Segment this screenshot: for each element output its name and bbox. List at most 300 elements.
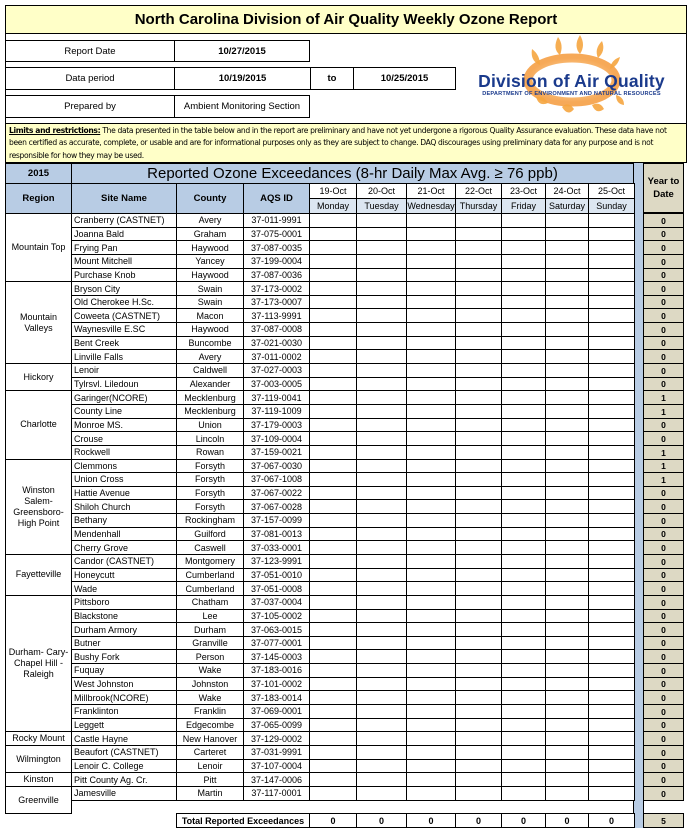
exceedance-cell — [545, 486, 589, 501]
exceedance-cell — [406, 772, 456, 787]
exceedance-cell — [545, 540, 589, 555]
site-name: Hattie Avenue — [71, 486, 177, 501]
ytd-value: 0 — [643, 649, 684, 664]
region-name: Mountain Valleys — [19, 311, 58, 333]
exceedance-cell — [309, 377, 357, 392]
table-heading — [71, 163, 634, 184]
total-day-value: 0 — [455, 813, 502, 828]
exceedance-cell — [501, 718, 546, 733]
region-name: Wilmington — [16, 753, 61, 764]
ytd-value: 0 — [643, 745, 684, 760]
county: Lincoln — [176, 431, 244, 446]
exceedance-cell — [309, 431, 357, 446]
ytd-value: 0 — [643, 227, 684, 242]
ytd-value: 0 — [643, 772, 684, 787]
county: Person — [176, 649, 244, 664]
exceedance-cell — [309, 322, 357, 337]
exceedance-cell — [455, 499, 502, 514]
exceedance-cell — [455, 609, 502, 624]
site-name: Joanna Bald — [71, 227, 177, 242]
aqs-id: 37-159-0021 — [243, 445, 310, 460]
region-name: Greenville — [18, 794, 59, 805]
year-label: 2015 — [5, 163, 72, 184]
county: Montgomery — [176, 554, 244, 569]
county: Mecklenburg — [176, 390, 244, 405]
exceedance-cell — [545, 227, 589, 242]
site-name: Durham Armory — [71, 622, 177, 637]
ytd-value: 0 — [643, 595, 684, 610]
aqs-id: 37-051-0008 — [243, 581, 310, 596]
exceedance-cell — [501, 568, 546, 583]
exceedance-cell — [406, 718, 456, 733]
exceedance-cell — [356, 240, 407, 255]
ytd-value: 0 — [643, 322, 684, 337]
ytd-value: 0 — [643, 486, 684, 501]
aqs-id: 37-027-0003 — [243, 363, 310, 378]
exceedance-cell — [406, 499, 456, 514]
exceedance-cell — [309, 227, 357, 242]
county: Forsyth — [176, 472, 244, 487]
exceedance-cell — [406, 690, 456, 705]
exceedance-cell — [501, 268, 546, 283]
region-cell — [5, 595, 72, 732]
exceedance-cell — [356, 677, 407, 692]
county: Pitt — [176, 772, 244, 787]
exceedance-cell — [455, 418, 502, 433]
ytd-value: 0 — [643, 336, 684, 351]
exceedance-cell — [309, 636, 357, 651]
exceedance-cell — [588, 745, 635, 760]
exceedance-cell — [356, 568, 407, 583]
exceedance-cell — [455, 459, 502, 474]
exceedance-cell — [309, 281, 357, 296]
exceedance-cell — [588, 336, 635, 351]
ytd-value: 0 — [643, 690, 684, 705]
exceedance-cell — [501, 445, 546, 460]
site-name: Old Cherokee H.Sc. — [71, 295, 177, 310]
exceedance-cell — [309, 418, 357, 433]
exceedance-cell — [545, 308, 589, 323]
day-name-header: Thursday — [455, 198, 502, 214]
exceedance-cell — [356, 609, 407, 624]
exceedance-cell — [455, 636, 502, 651]
exceedance-cell — [545, 595, 589, 610]
county: Carteret — [176, 745, 244, 760]
exceedance-cell — [588, 349, 635, 364]
site-name: Clemmons — [71, 459, 177, 474]
ytd-value: 0 — [643, 308, 684, 323]
aqs-id: 37-065-0099 — [243, 718, 310, 733]
county: Macon — [176, 308, 244, 323]
exceedance-cell — [588, 677, 635, 692]
exceedance-cell — [455, 718, 502, 733]
exceedance-cell — [501, 377, 546, 392]
ytd-value: 0 — [643, 677, 684, 692]
day-date-header: 22-Oct — [455, 183, 502, 199]
exceedance-cell — [406, 404, 456, 419]
period-to-label: to — [310, 67, 354, 90]
exceedance-cell — [356, 322, 407, 337]
exceedance-cell — [545, 759, 589, 774]
exceedance-cell — [406, 745, 456, 760]
site-name: Bushy Fork — [71, 649, 177, 664]
exceedance-cell — [545, 677, 589, 692]
region-name: Fayetteville — [15, 569, 62, 580]
ytd-value: 0 — [643, 499, 684, 514]
exceedance-cell — [455, 254, 502, 269]
exceedance-cell — [455, 540, 502, 555]
exceedance-cell — [406, 595, 456, 610]
exceedance-cell — [406, 554, 456, 569]
exceedance-cell — [309, 759, 357, 774]
exceedance-cell — [501, 281, 546, 296]
day-date-header: 21-Oct — [406, 183, 456, 199]
ytd-value: 1 — [643, 404, 684, 419]
exceedance-cell — [545, 390, 589, 405]
exceedance-cell — [588, 690, 635, 705]
exceedance-cell — [545, 268, 589, 283]
exceedance-cell — [545, 690, 589, 705]
exceedance-cell — [501, 704, 546, 719]
ytd-value: 0 — [643, 704, 684, 719]
exceedance-cell — [356, 390, 407, 405]
exceedance-cell — [406, 281, 456, 296]
exceedance-cell — [501, 690, 546, 705]
ytd-value: 1 — [643, 472, 684, 487]
logo-subtitle: DEPARTMENT OF ENVIRONMENT AND NATURAL RESOURCES — [482, 91, 661, 97]
ytd-value: 1 — [643, 459, 684, 474]
exceedance-cell — [406, 349, 456, 364]
region-name: Rocky Mount — [12, 733, 65, 744]
region-cell — [5, 390, 72, 459]
exceedance-cell — [406, 322, 456, 337]
exceedance-cell — [309, 295, 357, 310]
exceedance-cell — [309, 786, 357, 801]
period-end-value: 10/25/2015 — [353, 67, 456, 90]
exceedance-cell — [545, 527, 589, 542]
exceedance-cell — [356, 622, 407, 637]
col-header-region: Region — [5, 183, 72, 214]
aqs-id: 37-119-0041 — [243, 390, 310, 405]
site-name: Monroe MS. — [71, 418, 177, 433]
exceedance-cell — [406, 568, 456, 583]
county: Wake — [176, 663, 244, 678]
prepared-by-label: Prepared by — [5, 95, 175, 118]
daq-logo — [457, 34, 686, 122]
exceedance-cell — [455, 704, 502, 719]
ytd-header — [643, 163, 684, 213]
exceedance-cell — [309, 649, 357, 664]
total-day-value: 0 — [545, 813, 589, 828]
exceedance-cell — [588, 308, 635, 323]
exceedance-cell — [455, 677, 502, 692]
site-name: Leggett — [71, 718, 177, 733]
exceedance-cell — [356, 731, 407, 746]
site-name: West Johnston — [71, 677, 177, 692]
exceedance-cell — [309, 540, 357, 555]
exceedance-cell — [501, 581, 546, 596]
exceedance-cell — [356, 786, 407, 801]
county: Franklin — [176, 704, 244, 719]
exceedance-cell — [356, 213, 407, 228]
aqs-id: 37-107-0004 — [243, 759, 310, 774]
limits-label: Limits and restrictions: — [9, 126, 101, 135]
exceedance-cell — [356, 581, 407, 596]
exceedance-cell — [588, 609, 635, 624]
exceedance-cell — [588, 554, 635, 569]
county: Graham — [176, 227, 244, 242]
exceedance-cell — [406, 527, 456, 542]
exceedance-cell — [455, 281, 502, 296]
aqs-id: 37-087-0035 — [243, 240, 310, 255]
aqs-id: 37-173-0007 — [243, 295, 310, 310]
aqs-id: 37-051-0010 — [243, 568, 310, 583]
exceedance-cell — [455, 595, 502, 610]
exceedance-cell — [545, 663, 589, 678]
county: Johnston — [176, 677, 244, 692]
exceedance-cell — [545, 731, 589, 746]
exceedance-cell — [309, 622, 357, 637]
exceedance-cell — [545, 636, 589, 651]
exceedance-cell — [545, 772, 589, 787]
exceedance-cell — [501, 622, 546, 637]
exceedance-cell — [309, 213, 357, 228]
site-name: Pitt County Ag. Cr. — [71, 772, 177, 787]
exceedance-cell — [588, 663, 635, 678]
region-name: Charlotte — [20, 419, 57, 430]
exceedance-cell — [309, 513, 357, 528]
exceedance-cell — [406, 677, 456, 692]
exceedance-cell — [356, 363, 407, 378]
aqs-id: 37-113-9991 — [243, 308, 310, 323]
county: Cumberland — [176, 581, 244, 596]
exceedance-cell — [545, 254, 589, 269]
exceedance-cell — [545, 418, 589, 433]
exceedance-cell — [309, 472, 357, 487]
exceedance-cell — [309, 499, 357, 514]
day-name-header: Wednesday — [406, 198, 456, 214]
exceedance-cell — [309, 677, 357, 692]
aqs-id: 37-003-0005 — [243, 377, 310, 392]
site-name: Crouse — [71, 431, 177, 446]
exceedance-cell — [501, 213, 546, 228]
exceedance-cell — [309, 336, 357, 351]
site-name: Mendenhall — [71, 527, 177, 542]
limits-and-restrictions — [5, 123, 687, 163]
exceedance-cell — [545, 581, 589, 596]
exceedance-cell — [406, 459, 456, 474]
county: Lee — [176, 609, 244, 624]
exceedance-cell — [356, 459, 407, 474]
exceedance-cell — [588, 486, 635, 501]
exceedance-cell — [406, 540, 456, 555]
exceedance-cell — [309, 772, 357, 787]
aqs-id: 37-145-0003 — [243, 649, 310, 664]
county: Forsyth — [176, 459, 244, 474]
exceedance-cell — [501, 663, 546, 678]
day-name-header: Friday — [501, 198, 546, 214]
region-cell — [5, 786, 72, 814]
county: Union — [176, 418, 244, 433]
exceedance-cell — [406, 663, 456, 678]
aqs-id: 37-087-0036 — [243, 268, 310, 283]
site-name: Frying Pan — [71, 240, 177, 255]
exceedance-cell — [455, 322, 502, 337]
exceedance-cell — [406, 636, 456, 651]
total-day-value: 0 — [406, 813, 456, 828]
exceedance-cell — [545, 336, 589, 351]
exceedance-cell — [545, 404, 589, 419]
exceedance-cell — [309, 527, 357, 542]
exceedance-cell — [309, 554, 357, 569]
exceedance-cell — [309, 349, 357, 364]
exceedance-cell — [356, 431, 407, 446]
exceedance-cell — [356, 418, 407, 433]
exceedance-cell — [309, 690, 357, 705]
exceedance-cell — [588, 281, 635, 296]
exceedance-cell — [455, 568, 502, 583]
exceedance-cell — [406, 268, 456, 283]
exceedance-cell — [406, 786, 456, 801]
exceedance-cell — [406, 254, 456, 269]
ytd-header-text: Year to Date — [647, 176, 680, 200]
aqs-id: 37-173-0002 — [243, 281, 310, 296]
exceedance-cell — [545, 459, 589, 474]
exceedance-cell — [455, 268, 502, 283]
exceedance-cell — [455, 622, 502, 637]
exceedance-cell — [455, 772, 502, 787]
exceedance-cell — [356, 445, 407, 460]
exceedance-cell — [545, 786, 589, 801]
region-cell — [5, 213, 72, 282]
total-ytd: 5 — [643, 813, 684, 828]
exceedance-cell — [406, 227, 456, 242]
county: Edgecombe — [176, 718, 244, 733]
exceedance-cell — [455, 663, 502, 678]
exceedance-cell — [501, 527, 546, 542]
ytd-value: 0 — [643, 213, 684, 228]
site-name: Butner — [71, 636, 177, 651]
county: Mecklenburg — [176, 404, 244, 419]
exceedance-cell — [545, 513, 589, 528]
aqs-id: 37-129-0002 — [243, 731, 310, 746]
site-name: County Line — [71, 404, 177, 419]
exceedance-cell — [501, 609, 546, 624]
exceedance-cell — [455, 690, 502, 705]
exceedance-cell — [588, 649, 635, 664]
region-name: Durham- Cary- Chapel Hill - Raleigh — [8, 647, 69, 680]
report-date-label: Report Date — [5, 40, 175, 62]
exceedance-cell — [588, 268, 635, 283]
ytd-value: 0 — [643, 581, 684, 596]
logo-brand-text: Division of Air Quality — [478, 71, 665, 91]
county: Chatham — [176, 595, 244, 610]
county: Forsyth — [176, 499, 244, 514]
exceedance-cell — [455, 786, 502, 801]
county: Caswell — [176, 540, 244, 555]
exceedance-cell — [455, 486, 502, 501]
exceedance-cell — [501, 336, 546, 351]
aqs-id: 37-021-0030 — [243, 336, 310, 351]
exceedance-cell — [356, 268, 407, 283]
exceedance-cell — [545, 649, 589, 664]
exceedance-cell — [545, 472, 589, 487]
exceedance-cell — [501, 308, 546, 323]
exceedance-cell — [588, 718, 635, 733]
region-cell — [5, 731, 72, 746]
exceedance-cell — [501, 322, 546, 337]
county: Lenoir — [176, 759, 244, 774]
aqs-id: 37-063-0015 — [243, 622, 310, 637]
county: Haywood — [176, 240, 244, 255]
exceedance-cell — [588, 377, 635, 392]
exceedance-cell — [455, 745, 502, 760]
exceedance-cell — [356, 540, 407, 555]
exceedance-cell — [501, 677, 546, 692]
exceedance-cell — [356, 663, 407, 678]
exceedance-cell — [406, 308, 456, 323]
exceedance-cell — [588, 704, 635, 719]
exceedance-cell — [455, 390, 502, 405]
ytd-value: 0 — [643, 663, 684, 678]
limits-text: The data presented in the table below and in the report are preliminary and have not yet undergone a rigorous Quality Assurance evaluation. These data have not been certified as accurate, complete, or usable and are for informational purposes only as they are subject to change. DAQ discourages using preliminary data for any purpose and is not responsible for how they may be used. — [9, 126, 667, 160]
ytd-value: 0 — [643, 622, 684, 637]
exceedance-cell — [588, 581, 635, 596]
exceedance-cell — [455, 295, 502, 310]
exceedance-cell — [356, 486, 407, 501]
total-day-value: 0 — [356, 813, 407, 828]
exceedance-cell — [501, 649, 546, 664]
exceedance-cell — [406, 649, 456, 664]
day-name-header: Tuesday — [356, 198, 407, 214]
exceedance-cell — [455, 336, 502, 351]
col-header-aqs: AQS ID — [243, 183, 310, 214]
exceedance-cell — [356, 718, 407, 733]
exceedance-cell — [406, 240, 456, 255]
exceedance-cell — [455, 349, 502, 364]
exceedance-cell — [455, 363, 502, 378]
aqs-id: 37-011-9991 — [243, 213, 310, 228]
county: Martin — [176, 786, 244, 801]
site-name: Mount Mitchell — [71, 254, 177, 269]
exceedance-cell — [356, 527, 407, 542]
exceedance-cell — [406, 418, 456, 433]
exceedance-cell — [455, 527, 502, 542]
exceedance-cell — [501, 472, 546, 487]
exceedance-cell — [406, 731, 456, 746]
aqs-id: 37-123-9991 — [243, 554, 310, 569]
ytd-value: 0 — [643, 636, 684, 651]
exceedance-cell — [588, 295, 635, 310]
exceedance-cell — [545, 431, 589, 446]
ytd-value: 0 — [643, 363, 684, 378]
exceedance-cell — [588, 227, 635, 242]
col-header-county: County — [176, 183, 244, 214]
exceedance-cell — [356, 404, 407, 419]
exceedance-cell — [309, 390, 357, 405]
ytd-value: 0 — [643, 295, 684, 310]
county: Buncombe — [176, 336, 244, 351]
day-name-header: Sunday — [588, 198, 635, 214]
site-name: Honeycutt — [71, 568, 177, 583]
exceedance-cell — [545, 213, 589, 228]
exceedance-cell — [588, 363, 635, 378]
exceedance-cell — [406, 704, 456, 719]
day-name-header: Saturday — [545, 198, 589, 214]
site-name: Pittsboro — [71, 595, 177, 610]
aqs-id: 37-075-0001 — [243, 227, 310, 242]
exceedance-cell — [501, 513, 546, 528]
